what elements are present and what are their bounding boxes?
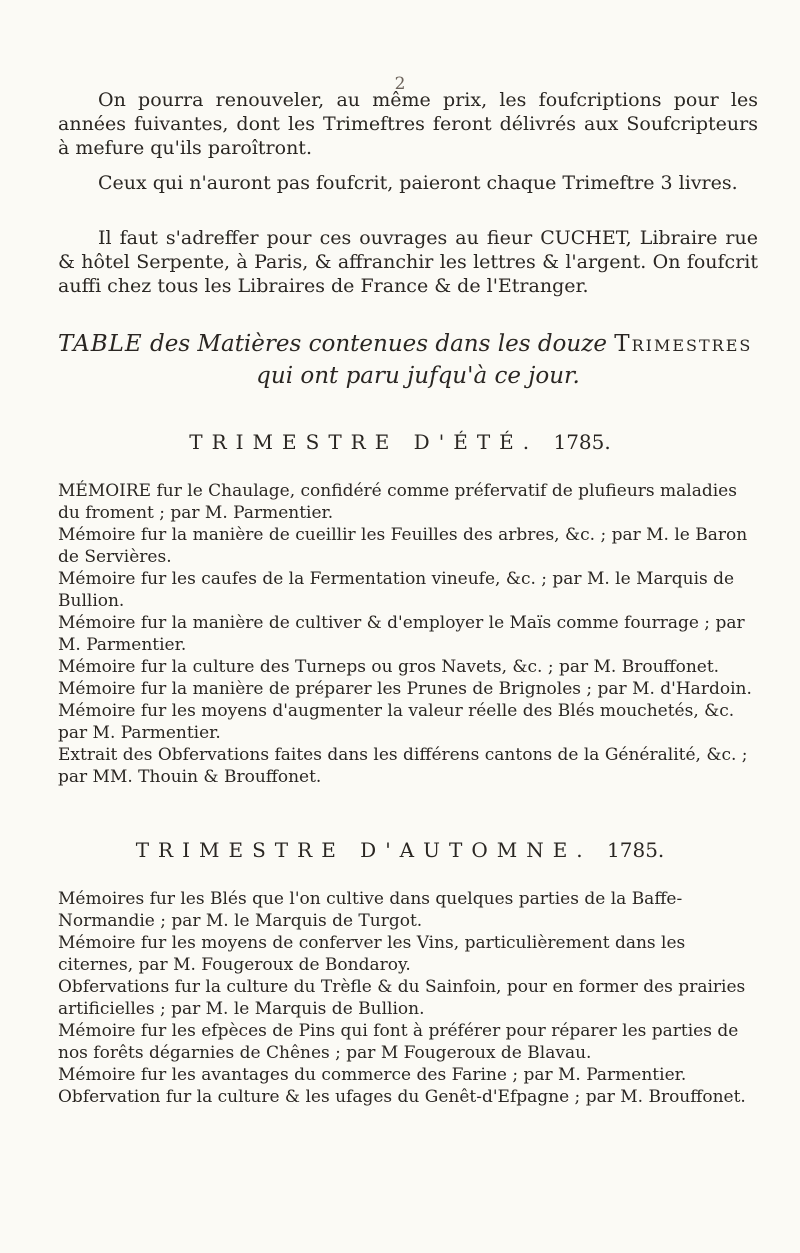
ete-entry: MÉMOIRE fur le Chaulage, confidéré comme préfervatif de plufieurs maladies du froment ; par M. Parmentier. [58,481,737,523]
ete-entry: Mémoire fur les caufes de la Fermentation vineufe, &c. ; par M. le Marquis de Bullion. [58,569,735,611]
heading-trimestre-ete [0,430,800,454]
ete-entry: Mémoire fur la manière de préparer les Prunes de Brignoles ; par M. d'Hardoin. [58,679,752,699]
ete-entry: Mémoire fur la culture des Turneps ou gros Navets, &c. ; par M. Brouffonet. [58,657,720,677]
page-number: 2 [394,74,406,94]
automne-entry: Mémoire fur les moyens de conferver les Vins, particulièrement dans les citernes, par M. Fougeroux de Bondaroy. [58,933,686,975]
intro-address [58,226,758,298]
ete-entry: Extrait des Obfervations faites dans les différens cantons de la Généralité, &c. ; par MM. Thouin & Brouffonet. [58,745,748,787]
automne-entries [58,888,764,1108]
ete-entry: Mémoire fur la manière de cueillir les Feuilles des arbres, &c. ; par M. le Baron de Servières. [58,525,748,567]
intro-paragraph-3: Il faut s'adreffer pour ces ouvrages au fieur CUCHET, Libraire rue & hôtel Serpente, à Paris, & affranchir les lettres & l'argent. On foufcrit auffi chez tous les Libraires de France & de l'Etranger. [58,227,758,297]
intro-price [58,171,758,195]
automne-entry: Mémoire fur les efpèces de Pins qui font à préférer pour réparer les parties de nos forêts dégarnies de Chênes ; par M Fougeroux de Blavau. [58,1021,739,1063]
intro-renewal [58,88,758,160]
ete-entry: Mémoire fur la manière de cultiver & d'employer le Maïs comme fourrage ; par M. Parmentier. [58,613,745,655]
ete-entries [58,480,764,788]
heading-trimestre-automne [0,838,800,862]
automne-heading-text: TRIMESTRE D'AUTOMNE. [135,838,592,862]
table-title-caps: Trimestres [614,331,753,357]
table-title-lead: TABLE [58,331,143,357]
ete-entry: Mémoire fur les moyens d'augmenter la valeur réelle des Blés mouchetés, &c. par M. Parmentier. [58,701,735,743]
automne-entry: Mémoire fur les avantages du commerce des Farine ; par M. Parmentier. [58,1065,687,1085]
ete-year: 1785. [553,430,611,454]
table-title [58,328,778,392]
table-title-mid: des Matières contenues dans les douze [142,331,615,357]
table-title-line2: qui ont paru jufqu'à ce jour. [256,363,580,389]
intro-paragraph-2: Ceux qui n'auront pas foufcrit, paieront chaque Trimeftre 3 livres. [98,172,738,194]
intro-paragraph-1: On pourra renouveler, au même prix, les foufcriptions pour les années fuivantes, dont les Trimeftres feront délivrés aux Soufcripteurs à mefure qu'ils paroîtront. [58,89,758,159]
ete-heading-text: TRIMESTRE D'ÉTÉ. [189,430,539,454]
automne-entry: Mémoires fur les Blés que l'on cultive dans quelques parties de la Baffe-Normandie ; par M. le Marquis de Turgot. [58,889,683,931]
automne-entry: Obfervations fur la culture du Trèfle & du Sainfoin, pour en former des prairies artificielles ; par M. le Marquis de Bullion. [58,977,746,1019]
automne-entry: Obfervation fur la culture & les ufages du Genêt-d'Efpagne ; par M. Brouffonet. [58,1087,746,1107]
automne-year: 1785. [607,838,665,862]
